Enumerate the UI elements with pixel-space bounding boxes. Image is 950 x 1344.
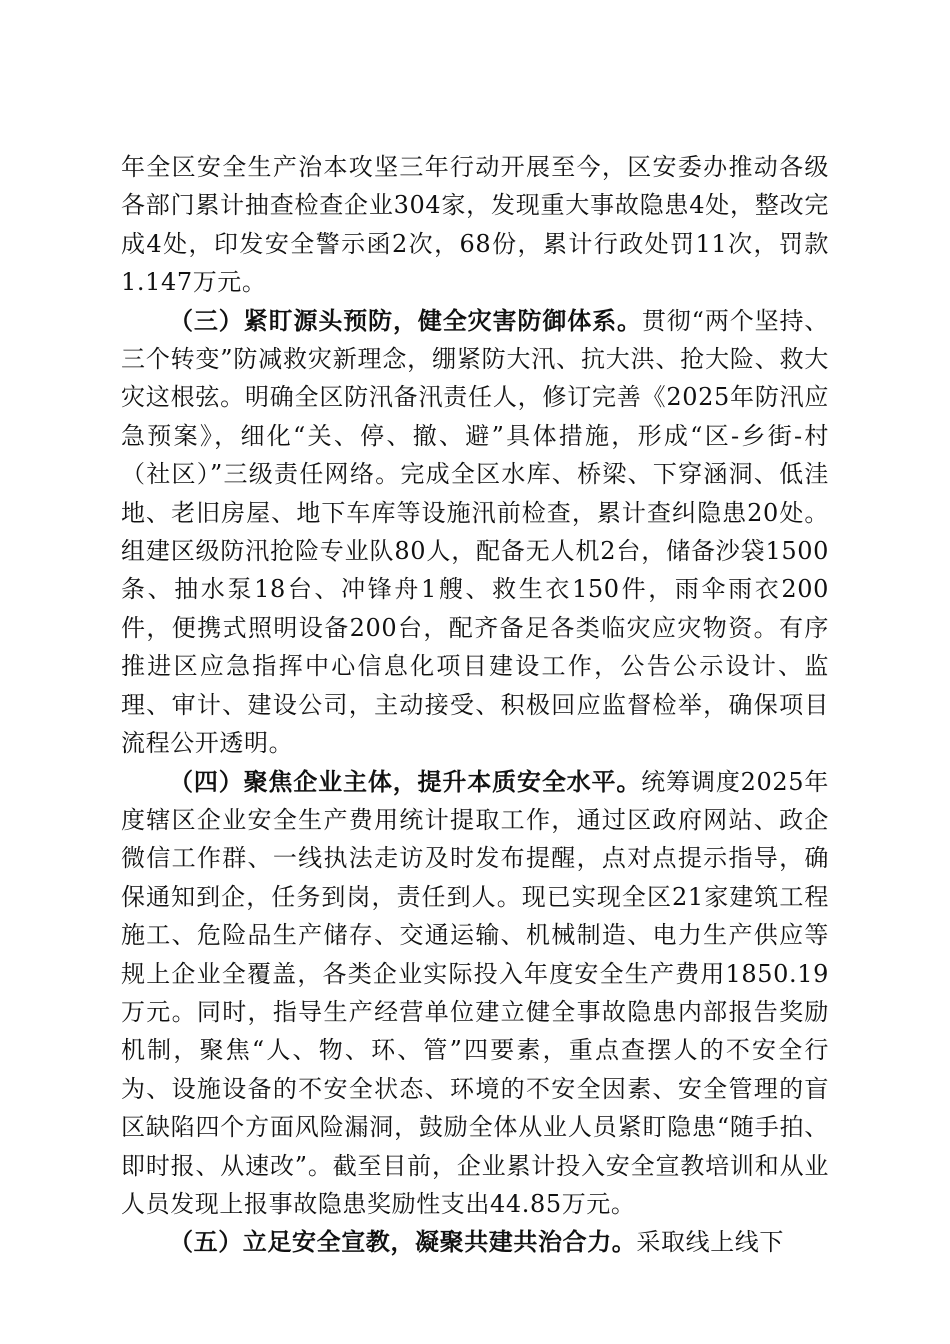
paragraph-section-five <box>121 1223 829 1261</box>
document-body <box>121 148 829 1262</box>
section-heading: （三）紧盯源头预防，健全灾害防御体系。 <box>169 305 642 335</box>
paragraph-section-four <box>121 763 829 1224</box>
paragraph-body: 采取线上线下 <box>636 1228 785 1257</box>
paragraph-body: 贯彻“两个坚持、三个转变”防减救灾新理念，绷紧防大汛、抗大洪、抢大险、救大灾这根弦。明确全区防汛备汛责任人，修订完善《2025年防汛应急预案》，细化“关、停、撤、避”具体措施，形成“区-乡街-村（社区）”三级责任网络。完成全区水库、桥梁、下穿涵洞、低洼地、老旧房屋、地下车库等设施汛前检查，累计查纠隐患20处。组建区级防汛抢险专业队80人，配备无人机2台，储备沙袋1500条、抽水泵18台、冲锋舟1艘、救生衣150件，雨伞雨衣200件，便携式照明设备200台，配齐备足各类临灾应灾物资。有序推进区应急指挥中心信息化项目建设工作，公告公示设计、监理、审计、建设公司，主动接受、积极回应监督检举，确保项目流程公开透明。 <box>121 306 829 758</box>
paragraph-body: 年全区安全生产治本攻坚三年行动开展至今，区安委办推动各级各部门累计抽查检查企业304家，发现重大事故隐患4处，整改完成4处，印发安全警示函2次，68份，累计行政处罚11次，罚款1.147万元。 <box>121 153 829 297</box>
paragraph-section-three <box>121 302 829 763</box>
section-heading: （五）立足安全宣教，凝聚共建共治合力。 <box>169 1227 637 1257</box>
section-heading: （四）聚焦企业主体，提升本质安全水平。 <box>169 766 642 796</box>
paragraph-body: 统筹调度2025年度辖区企业安全生产费用统计提取工作，通过区政府网站、政企微信工作群、一线执法走访及时发布提醒，点对点提示指导，确保通知到企，任务到岗，责任到人。现已实现全区21家建筑工程施工、危险品生产储存、交通运输、机械制造、电力生产供应等规上企业全覆盖，各类企业实际投入年度安全生产费用1850.19万元。同时，指导生产经营单位建立健全事故隐患内部报告奖励机制，聚焦“人、物、环、管”四要素，重点查摆人的不安全行为、设施设备的不安全状态、环境的不安全因素、安全管理的盲区缺陷四个方面风险漏洞，鼓励全体从业人员紧盯隐患“随手拍、即时报、从速改”。截至目前，企业累计投入安全宣教培训和从业人员发现上报事故隐患奖励性支出44.85万元。 <box>121 767 830 1218</box>
paragraph-continuation <box>121 148 829 302</box>
